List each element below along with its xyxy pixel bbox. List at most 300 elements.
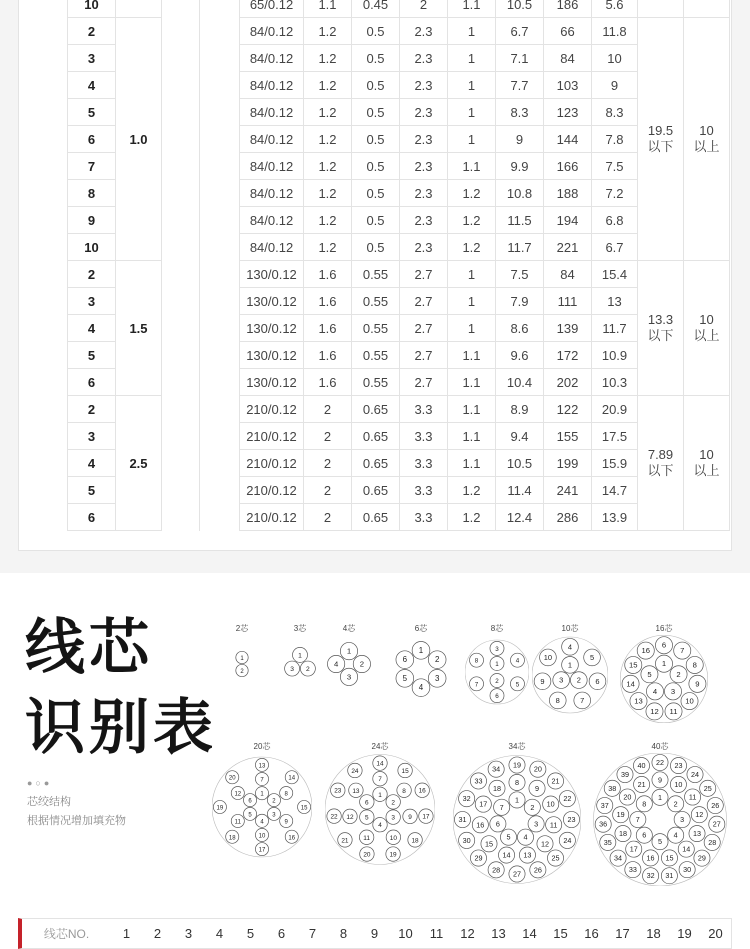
core-number-label: 4 [418,683,424,693]
core-number-label: 2 [576,675,581,685]
core-number-label: 32 [646,871,655,881]
core-identification-section [0,573,750,949]
core-number: 10 [398,926,413,941]
core-number-label: 6 [495,819,500,829]
cores-cell: 5 [68,477,116,504]
conductor-cell: 1.6 [304,288,352,315]
blank-cell [162,18,200,261]
core-number-label: 29 [697,853,706,863]
conductor-cell: 1.2 [304,126,352,153]
diameter-cell: 10.5 [496,450,544,477]
core-number-label: 2 [434,655,440,665]
core-number-label: 10 [546,799,555,809]
core-number-label: 33 [474,776,483,786]
outer-cell: 2.3 [400,126,448,153]
insulation-cell: 0.65 [352,423,400,450]
core-number-label: 10 [685,696,694,706]
core-number-label: 5 [657,837,663,847]
resistance-cell: 14.7 [592,477,638,504]
subtitle-filler-note: 根据情况增加填充物 [27,815,126,827]
strand-cell: 84/0.12 [240,72,304,99]
insulation-cell: 0.5 [352,18,400,45]
cores-cell: 5 [68,342,116,369]
core-number-label: 5 [589,652,595,662]
core-number: 6 [277,926,286,941]
diameter-cell: 11.5 [496,207,544,234]
core-number-label: 12 [540,839,550,849]
core-number-label: 9 [540,676,545,686]
core-number: 4 [215,926,224,941]
diagram-graphic [620,635,708,723]
core-number-label: 15 [665,853,674,863]
table-row [68,396,730,423]
resistance-cell: 17.5 [592,423,638,450]
conductor-cell: 1.1 [304,0,352,18]
insulation-cell: 0.65 [352,477,400,504]
core-number-label: 17 [629,844,638,854]
core-number-label: 8 [284,791,288,798]
core-number-label: 36 [599,819,608,829]
core-number-strip [18,918,732,949]
cores-cell: 6 [68,126,116,153]
core-number-label: 18 [228,835,236,842]
resistance-cell: 10.3 [592,369,638,396]
conductor-cell: 1.2 [304,153,352,180]
diagram-caption: 34芯 [508,742,526,751]
diagram-graphic [392,635,450,703]
resistance-cell: 13 [592,288,638,315]
core-number-label: 27 [712,819,721,829]
core-number-label: 4 [378,822,382,830]
insulation-cell: 0.5 [352,180,400,207]
core-number-label: 23 [674,761,683,771]
strand-cell: 130/0.12 [240,369,304,396]
core-number-label: 4 [523,832,528,842]
spec-table [67,0,730,531]
jacket-cell: 1.1 [448,342,496,369]
core-number-label: 21 [341,837,349,845]
weight-cell: 188 [544,180,592,207]
insulation-cell: 0.55 [352,369,400,396]
cores-cell: 3 [68,45,116,72]
strand-cell: 130/0.12 [240,261,304,288]
subtitle-structure: 芯绞结构 [27,796,71,808]
core-number-list [111,926,731,941]
core-number-label: 10 [674,779,683,789]
core-number-label: 8 [514,777,520,787]
cores-cell: 3 [68,288,116,315]
strand-cell: 84/0.12 [240,126,304,153]
insulation-cell: 0.65 [352,396,400,423]
core-number-label: 25 [703,783,712,793]
insulation-cell: 0.55 [352,288,400,315]
weight-cell: 139 [544,315,592,342]
weight-cell: 84 [544,45,592,72]
diagram-caption: 3芯 [293,624,307,633]
core-number-label: 17 [422,813,430,821]
conductor-cell: 1.2 [304,207,352,234]
core-number-label: 5 [402,673,408,683]
insulation-cell: 0.5 [352,126,400,153]
core-number-label: 14 [682,844,691,854]
jacket-cell: 1.2 [448,180,496,207]
table-row [68,0,730,18]
weight-cell: 186 [544,0,592,18]
conductor-cell: 1.2 [304,18,352,45]
core-number: 5 [246,926,255,941]
conductor-cell: 2 [304,477,352,504]
core-number-label: 14 [376,760,384,768]
core-number-label: 12 [234,791,242,798]
jacket-cell: 1 [448,261,496,288]
core-number-label: 5 [365,814,369,822]
core-number-label: 5 [515,681,520,689]
core-number-label: 34 [614,853,623,863]
core-number-label: 8 [555,695,560,705]
core-number-label: 2 [676,669,681,679]
core-number: 19 [677,926,692,941]
core-number-label: 11 [669,706,678,716]
core-number-label: 6 [595,676,600,686]
conductor-cell: 1.2 [304,99,352,126]
diameter-cell: 12.4 [496,504,544,531]
core-number-label: 20 [228,775,236,782]
core-number-label: 7 [580,695,585,705]
core-number-label: 4 [652,686,658,696]
strand-cell: 84/0.12 [240,207,304,234]
resistance-cell: 20.9 [592,396,638,423]
core-number: 20 [708,926,723,941]
cores-cell: 7 [68,153,116,180]
core-number-label: 5 [248,812,252,819]
core-number-label: 4 [673,830,678,840]
jacket-cell: 1.1 [448,0,496,18]
diameter-cell: 7.9 [496,288,544,315]
core-number-label: 2 [240,669,244,675]
core-number-label: 32 [462,794,471,804]
core-number-label: 8 [692,660,697,670]
core-diagram-16 [620,623,708,723]
jacket-cell: 1 [448,72,496,99]
core-number-label: 13 [523,850,532,860]
resistance-cell: 13.9 [592,504,638,531]
core-number-label: 2 [272,798,276,805]
diagram-outline [212,757,312,857]
weight-cell: 202 [544,369,592,396]
core-number-label: 39 [620,770,629,780]
core-number-label: 22 [655,757,665,767]
core-diagram-20 [212,741,312,861]
core-number-label: 16 [288,835,296,842]
core-number-label: 16 [418,787,426,795]
outer-cell: 3.3 [400,504,448,531]
core-number-label: 28 [708,837,717,847]
outer-cell: 2.3 [400,234,448,261]
core-number-label: 16 [476,820,485,830]
core-number-label: 1 [378,791,382,799]
core-number-label: 线芯NO. [43,927,90,941]
strand-cell: 210/0.12 [240,477,304,504]
resistance-cell: 5.6 [592,0,638,18]
core-number-label: 22 [330,813,338,821]
resistance-max-cell: 19.5 以下 [638,18,684,261]
core-number-label: 3 [680,815,685,824]
weight-cell: 103 [544,72,592,99]
weight-cell: 286 [544,504,592,531]
core-number: 2 [153,926,162,941]
outer-cell: 2.3 [400,207,448,234]
core-number-label: 1 [298,652,302,660]
core-diagram-24 [325,741,435,866]
diameter-cell: 8.3 [496,99,544,126]
strand-cell: 84/0.12 [240,99,304,126]
resistance-cell: 15.4 [592,261,638,288]
resistance-cell: 6.7 [592,234,638,261]
core-number-label: 7 [635,815,640,824]
blank-cell [200,18,240,261]
jacket-cell: 1.2 [448,207,496,234]
insulation-cell: 0.5 [352,207,400,234]
diagram-caption: 8芯 [490,624,504,633]
core-number-label: 9 [657,775,663,785]
core-number-label: 2 [391,799,395,807]
resistance-max-cell: 7.89 以下 [638,396,684,531]
core-number-label: 23 [567,815,576,824]
blank-cell [162,261,200,396]
insulation-cell: 0.55 [352,261,400,288]
jacket-cell: 1.2 [448,504,496,531]
core-number-label: 14 [502,850,511,860]
outer-cell: 2.3 [400,99,448,126]
core-number-label: 13 [352,787,360,795]
conductor-cell: 1.6 [304,342,352,369]
strand-cell: 210/0.12 [240,423,304,450]
outer-cell: 2.7 [400,261,448,288]
core-number-label: 19 [512,760,522,770]
core-number-label: 3 [670,686,676,696]
core-number-label: 8 [402,787,406,795]
core-number-label: 20 [363,851,371,859]
insulation-min-cell: 10 以上 [684,396,730,531]
diagram-graphic [592,753,728,886]
core-number-label: 38 [608,783,617,793]
jacket-cell: 1.2 [448,477,496,504]
core-number-label: 12 [695,810,704,820]
strand-cell: 84/0.12 [240,18,304,45]
weight-cell: 144 [544,126,592,153]
diagram-caption: 10芯 [561,624,579,633]
cores-cell: 6 [68,504,116,531]
diameter-cell: 8.6 [496,315,544,342]
core-number-label: 27 [512,869,522,879]
core-number-label: 7 [260,777,264,784]
outer-cell: 2.3 [400,153,448,180]
core-diagram-6 [392,623,450,703]
conductor-cell: 1.2 [304,45,352,72]
core-number-label: 9 [284,819,288,826]
core-number-label: 2 [673,799,678,809]
diagram-caption: 4芯 [342,624,356,633]
outer-cell: 2.3 [400,45,448,72]
core-number-label: 14 [626,679,635,689]
core-number: 14 [522,926,537,941]
insulation-cell: 0.55 [352,342,400,369]
core-number-label: 3 [272,812,276,819]
diagram-graphic [326,635,372,693]
core-number-label: 9 [535,783,540,793]
strand-cell: 84/0.12 [240,180,304,207]
conductor-cell: 1.2 [304,72,352,99]
core-number-label: 3 [495,645,499,653]
conductor-cell: 1.2 [304,234,352,261]
diameter-cell: 10.5 [496,0,544,18]
core-number-label: 9 [408,813,412,821]
core-number-label: 11 [363,834,370,842]
core-number-label: 30 [462,835,471,845]
core-number: 8 [339,926,348,941]
core-number-label: 17 [258,847,266,854]
core-number-label: 3 [559,675,564,685]
core-number-label: 35 [603,837,612,847]
conductor-cell: 1.2 [304,180,352,207]
core-diagram-4 [326,623,372,693]
weight-cell: 172 [544,342,592,369]
core-number-label: 6 [642,830,647,840]
diameter-cell: 7.1 [496,45,544,72]
core-number-label: 13 [693,829,702,839]
jacket-cell: 1.1 [448,369,496,396]
resistance-cell: 7.2 [592,180,638,207]
core-number-label: 2 [495,678,499,686]
core-diagram-40 [592,741,728,886]
core-number-label: 30 [683,865,692,875]
core-number-label: 3 [391,814,395,822]
strand-cell: 130/0.12 [240,315,304,342]
conductor-cell: 1.6 [304,315,352,342]
core-number-label: 13 [258,763,266,770]
insulation-cell: 0.5 [352,45,400,72]
diagram-graphic [282,635,318,693]
core-number-label: 6 [661,640,667,650]
diameter-cell: 10.4 [496,369,544,396]
core-number: 12 [460,926,475,941]
resistance-max-cell: 13.3 以下 [638,261,684,396]
outer-cell: 3.3 [400,423,448,450]
core-number-label: 1 [240,656,244,662]
core-number: 11 [429,926,444,941]
jacket-cell: 1.2 [448,234,496,261]
core-number-label: 15 [629,660,638,670]
core-number-label: 16 [641,646,650,656]
core-number: 18 [646,926,661,941]
core-diagram-10 [532,623,608,715]
core-number-label: 6 [402,655,408,665]
core-number-label: 19 [616,810,625,820]
core-number-label: 1 [657,792,663,802]
table-row [68,18,730,45]
diagram-graphic [465,635,529,709]
core-number-label: 21 [637,779,646,789]
insulation-min-cell: 10 以上 [684,261,730,396]
core-number-label: 1 [514,795,520,805]
diameter-cell: 10.8 [496,180,544,207]
cores-cell: 4 [68,72,116,99]
spec-table-frame [18,0,732,551]
insulation-cell: 0.65 [352,504,400,531]
core-number-label: 10 [543,652,553,662]
resistance-cell: 7.8 [592,126,638,153]
diameter-cell: 9.6 [496,342,544,369]
core-number-label: 15 [484,839,494,849]
core-number-label: 10 [389,834,397,842]
core-number-label: 31 [458,815,467,824]
resistance-cell: 9 [592,72,638,99]
core-number-label: 3 [346,672,352,682]
core-number: 1 [122,926,131,941]
core-number-label: 12 [346,813,354,821]
cores-cell: 2 [68,396,116,423]
cores-cell: 2 [68,261,116,288]
core-number-label: 11 [549,820,558,830]
jacket-cell: 1 [448,99,496,126]
diameter-cell: 8.9 [496,396,544,423]
diameter-cell: 11.4 [496,477,544,504]
cores-cell: 4 [68,315,116,342]
conductor-cell: 2 [304,450,352,477]
resistance-cell: 11.7 [592,315,638,342]
resistance-cell: 11.8 [592,18,638,45]
core-number-label: 8 [642,799,647,809]
insulation-cell: 0.5 [352,234,400,261]
cores-cell: 6 [68,369,116,396]
insulation-cell: 0.45 [352,0,400,18]
table-row [68,261,730,288]
cores-cell: 4 [68,450,116,477]
conductor-cell: 1.6 [304,369,352,396]
core-number-label: 24 [351,767,359,775]
jacket-cell: 1.1 [448,450,496,477]
core-number-label: 6 [495,693,499,701]
weight-cell: 199 [544,450,592,477]
diameter-cell: 7.5 [496,261,544,288]
diagram-graphic [212,753,312,861]
jacket-cell: 1 [448,315,496,342]
insulation-cell: 0.5 [352,153,400,180]
resistance-cell: 6.8 [592,207,638,234]
weight-cell: 84 [544,261,592,288]
conductor-cell: 1.6 [304,261,352,288]
core-number-label: 1 [346,646,352,656]
core-diagram-34 [453,741,581,886]
jacket-cell: 1.1 [448,423,496,450]
diagram-caption: 2芯 [235,624,249,633]
core-number: 3 [184,926,193,941]
cores-cell: 9 [68,207,116,234]
core-number-label: 26 [711,801,720,811]
core-number-label: 1 [661,659,667,669]
core-number-label: 7 [474,681,479,689]
strand-cell: 210/0.12 [240,396,304,423]
core-number-label: 19 [216,805,224,812]
core-number-label: 2 [530,802,535,812]
core-number-label: 8 [474,657,479,665]
resistance-cell: 7.5 [592,153,638,180]
strand-cell: 210/0.12 [240,450,304,477]
weight-cell: 123 [544,99,592,126]
insulation-cell: 0.5 [352,99,400,126]
core-number-label: 37 [600,801,609,811]
core-number-label: 4 [333,659,339,669]
